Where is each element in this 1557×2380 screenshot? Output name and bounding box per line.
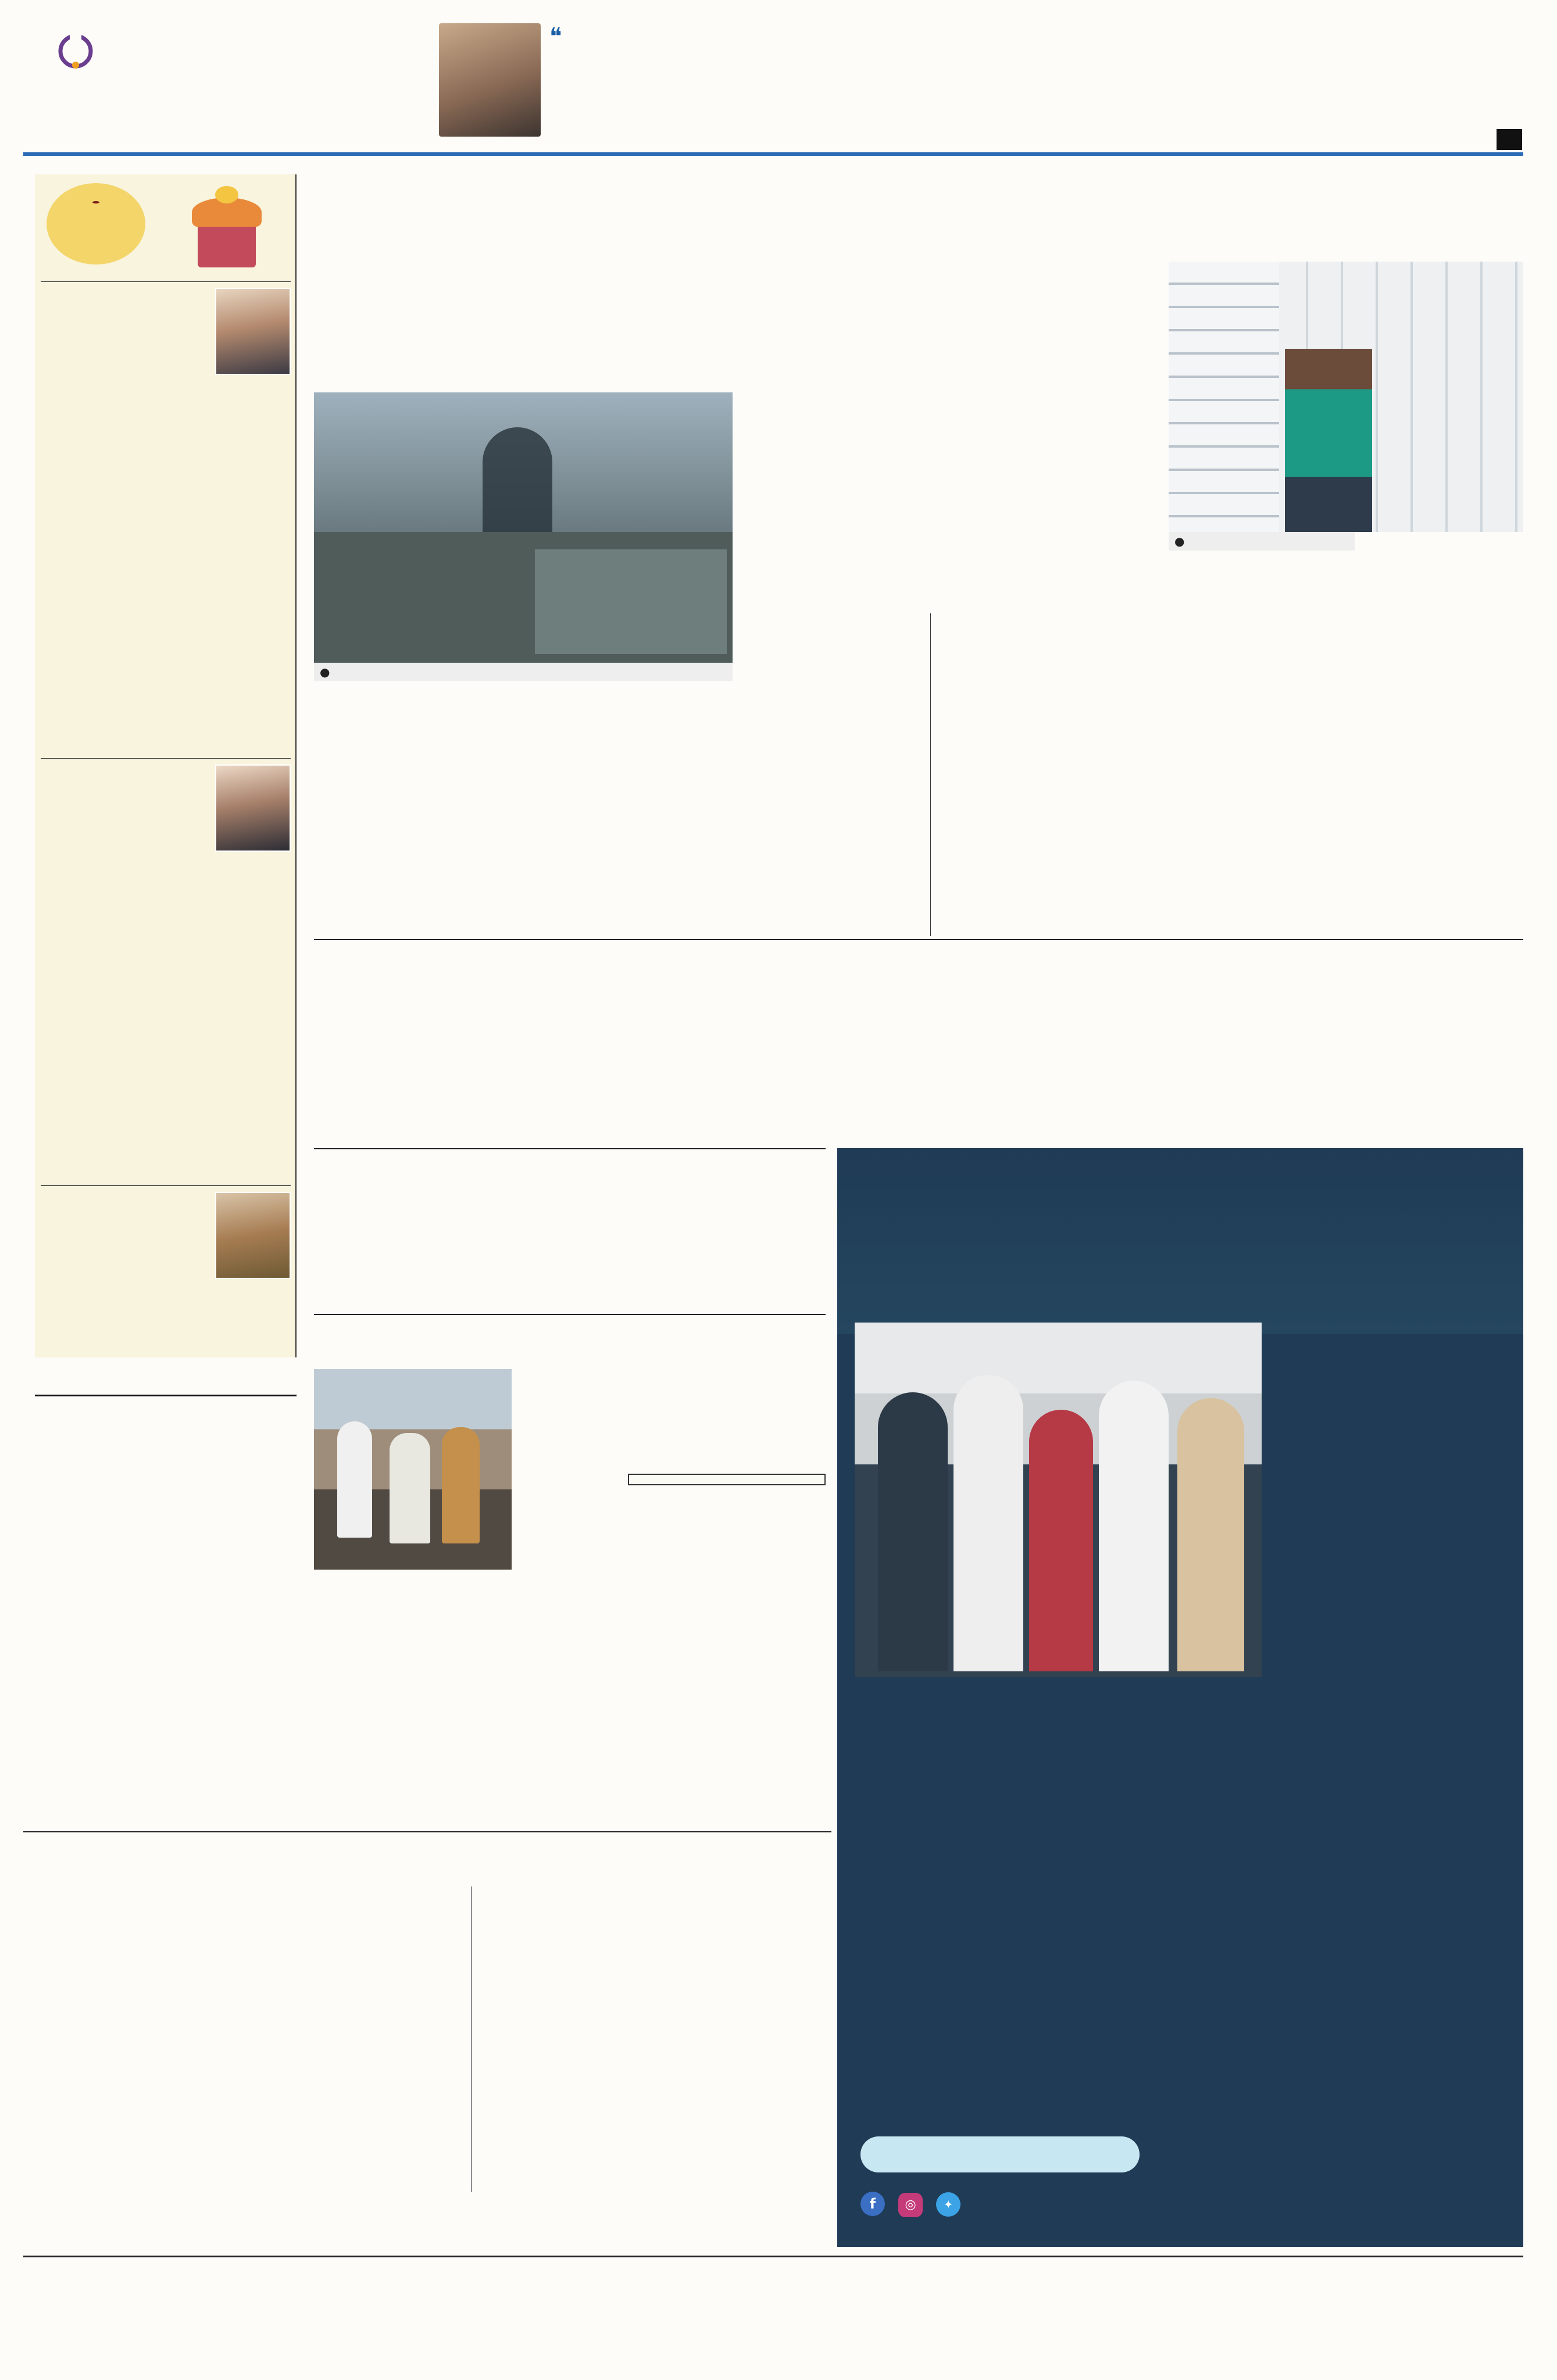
camera-icon: ● xyxy=(320,665,330,679)
news-brief xyxy=(35,1392,297,1764)
ad-students-photo xyxy=(855,1323,1262,1677)
birthday-person-3 xyxy=(41,1183,291,1282)
weather-side-box xyxy=(930,613,1151,936)
person-name xyxy=(41,279,291,282)
quote-mark-icon: ❝ xyxy=(549,23,562,50)
page-number xyxy=(1497,129,1522,150)
quote-portrait xyxy=(439,23,541,137)
fertilizer-text xyxy=(478,1890,826,2192)
ad-website-button[interactable] xyxy=(860,2136,1140,2172)
institute-ad xyxy=(837,1148,1523,2247)
twitter-icon[interactable]: ✦ xyxy=(936,2192,960,2217)
mobile-photo-caption xyxy=(1169,532,1355,551)
brief-label xyxy=(35,1392,297,1396)
birthday-person-1 xyxy=(41,279,291,378)
person-photo xyxy=(215,1192,291,1279)
birthday-person-2 xyxy=(41,756,291,855)
fertilizer-story xyxy=(471,1886,826,2192)
birthday-section xyxy=(35,174,297,1357)
badge-line2 xyxy=(92,201,99,203)
peoples-group-logo xyxy=(35,29,169,151)
tendua-story xyxy=(637,948,1151,1151)
lead-photo xyxy=(314,392,733,663)
masthead-rule xyxy=(23,152,1523,156)
cm-sub xyxy=(628,1474,826,1485)
lead-photo-caption xyxy=(314,663,733,681)
sharab-text xyxy=(314,1163,826,1273)
cm-photo xyxy=(314,1369,512,1570)
person-photo xyxy=(215,764,291,852)
lead-text xyxy=(314,706,919,936)
ad-social-icons xyxy=(860,2192,960,2217)
cake-illustration xyxy=(180,186,273,273)
peoples-group-emblem-icon xyxy=(52,29,99,76)
ad-top-band xyxy=(837,1148,1523,1334)
divider xyxy=(314,939,1523,940)
footer-rule xyxy=(23,2256,1523,2257)
tendua-text xyxy=(637,956,1151,1113)
person-name xyxy=(41,756,291,759)
divider xyxy=(23,1831,831,1832)
person-name xyxy=(41,1183,291,1186)
fevikwik-sub-text xyxy=(244,2017,459,2227)
birthday-badge xyxy=(47,183,145,265)
instagram-icon[interactable]: ◎ xyxy=(898,2193,923,2217)
niyukti-story xyxy=(314,948,622,952)
fevikwik-sub xyxy=(244,2017,459,2227)
cm-text-left xyxy=(314,1575,616,1756)
person-photo xyxy=(215,288,291,375)
masthead xyxy=(0,0,1557,157)
mobile-shop-photo xyxy=(1169,262,1523,532)
camera-icon: ● xyxy=(1174,534,1185,548)
divider xyxy=(314,1314,826,1315)
divider xyxy=(314,1148,826,1149)
sharab-story xyxy=(314,1157,826,1314)
facebook-icon[interactable]: f xyxy=(860,2192,885,2216)
mobile-theft-text xyxy=(1169,578,1523,747)
